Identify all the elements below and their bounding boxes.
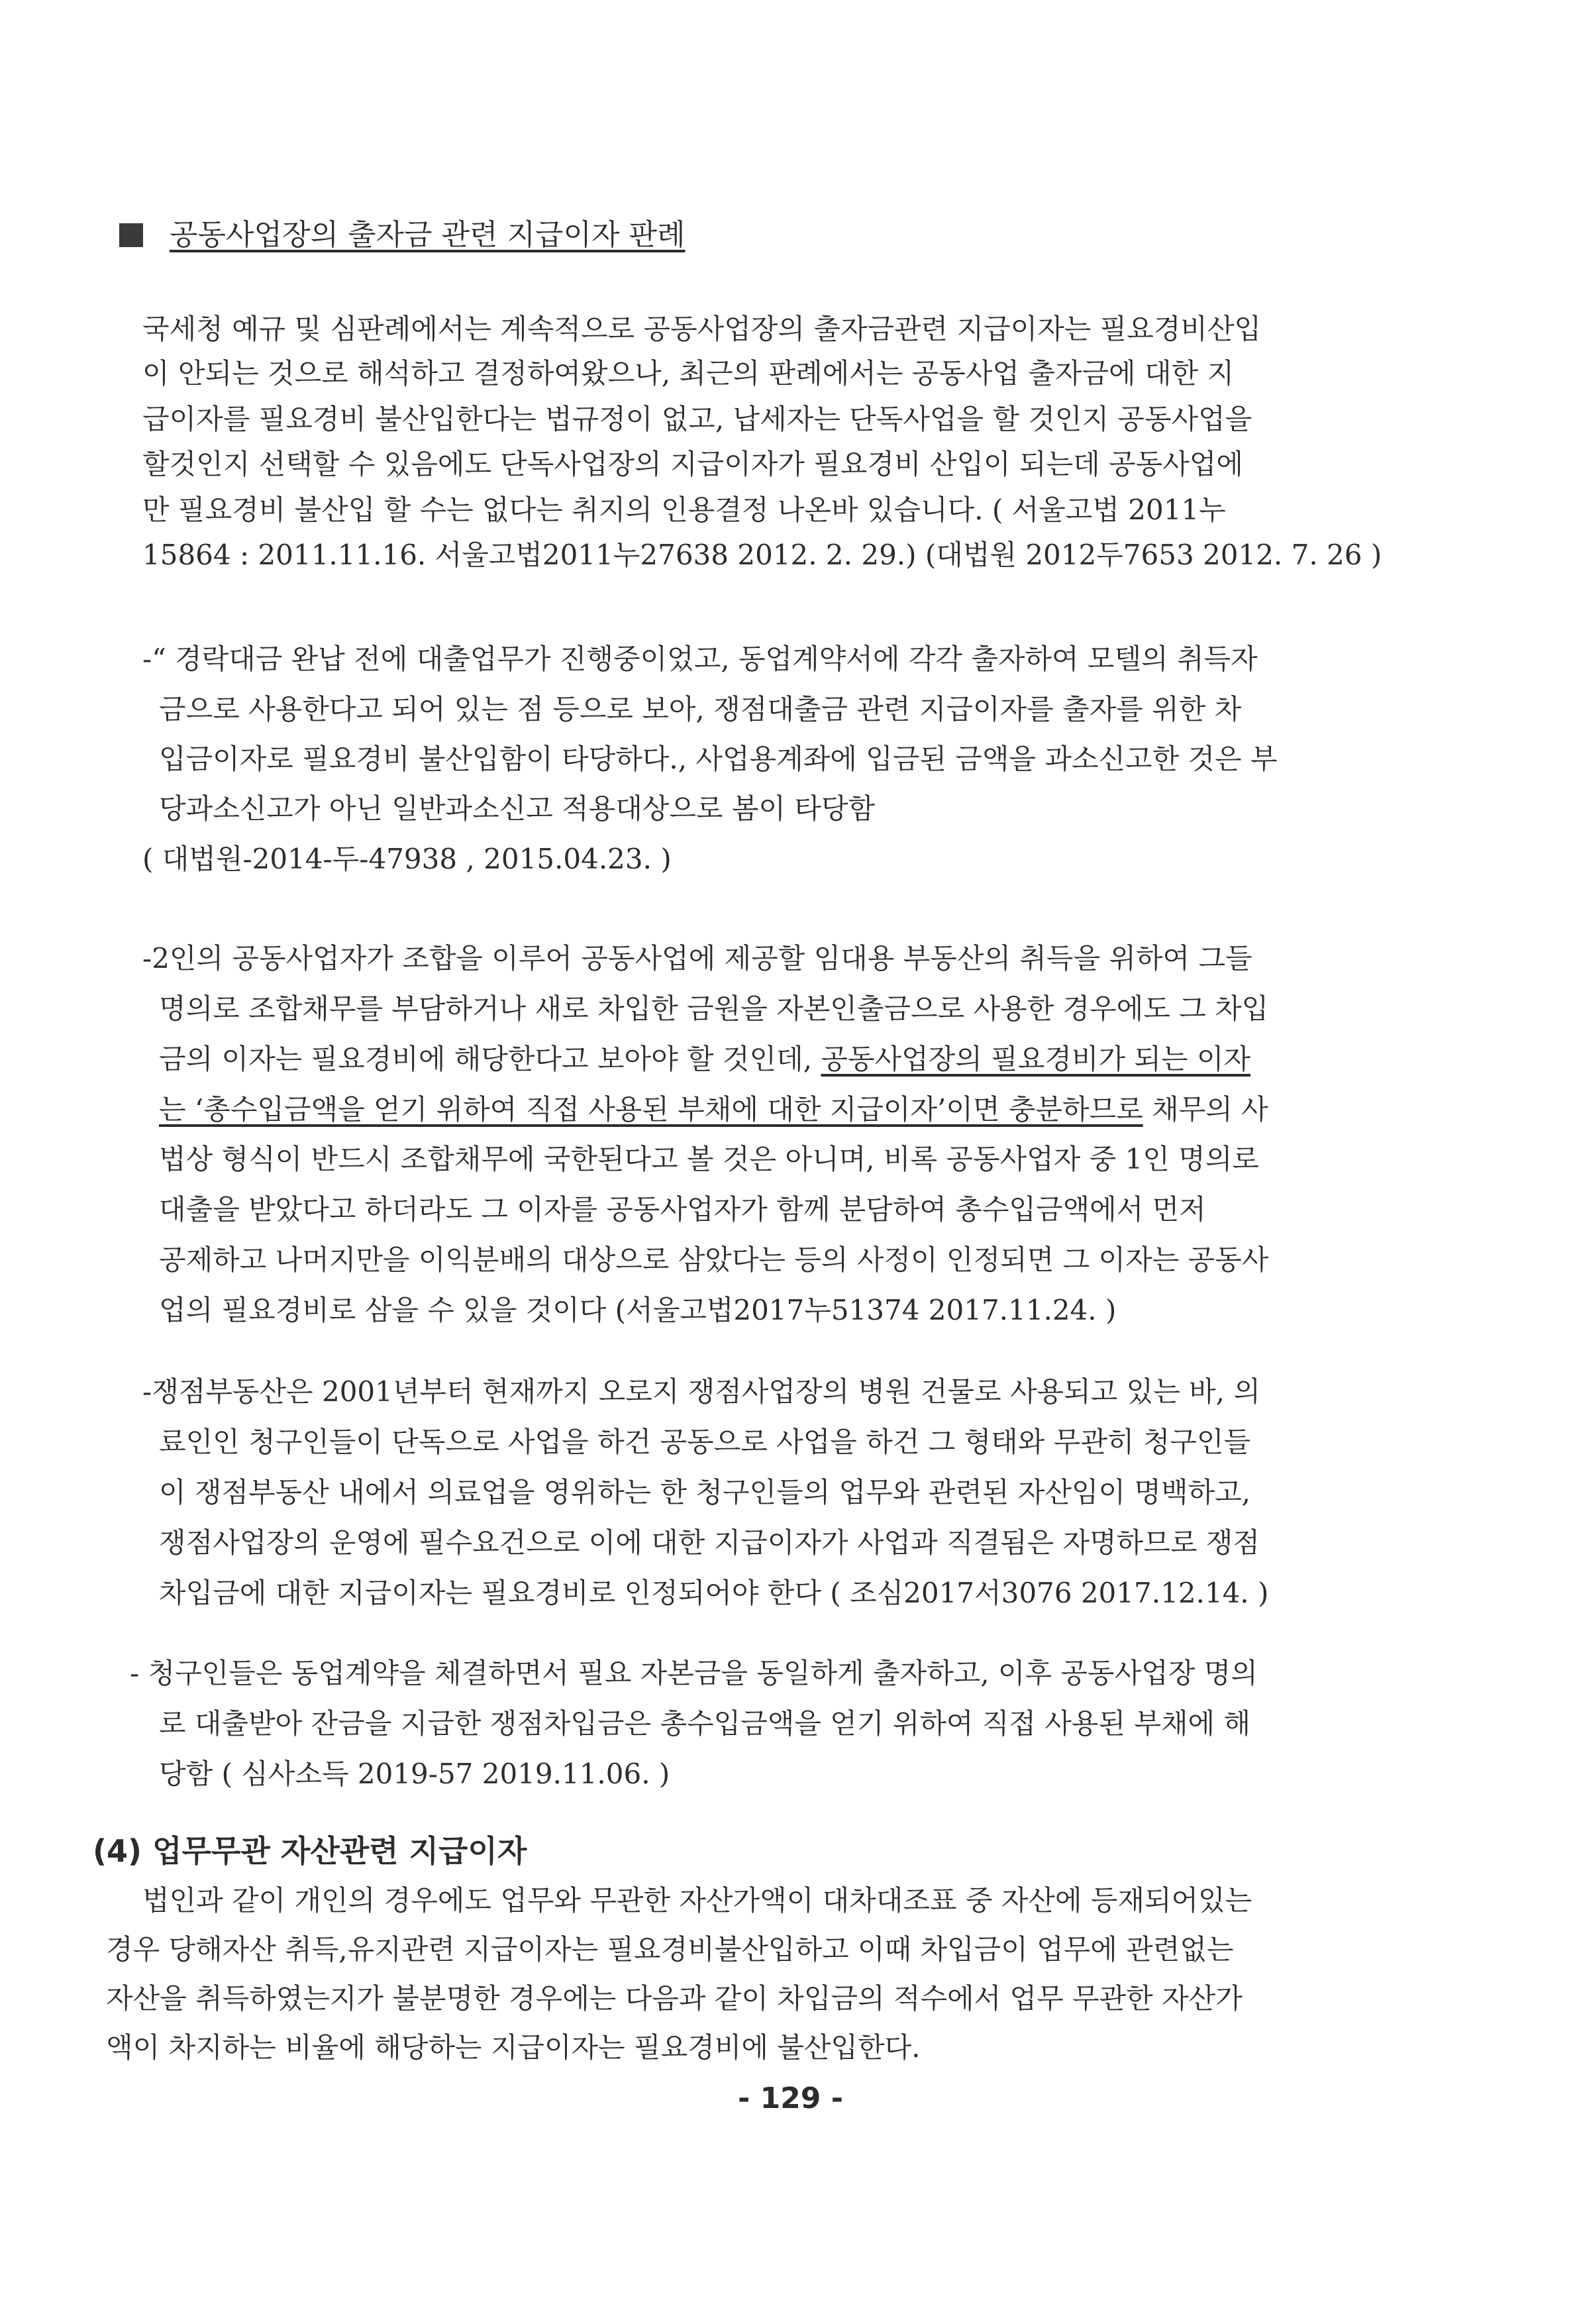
case2-line: 공제하고 나머지만을 이익분배의 대상으로 삼았다는 등의 사정이 인정되면 그 이자는 공동사	[159, 1243, 1269, 1276]
case1-citation: ( 대법원-2014-두-47938 , 2015.04.23. )	[142, 843, 672, 875]
case2-underlined-phrase: 는 ‘총수입금액을 얻기 위하여 직접 사용된 부채에 대한 지급이자’이면 충분하므로	[159, 1093, 1143, 1126]
intro-line: 만 필요경비 불산입 할 수는 없다는 취지의 인용결정 나온바 있습니다. ( 서울고법 2011누	[142, 494, 1226, 526]
case1-line: 금으로 사용한다고 되어 있는 점 등으로 보아, 쟁점대출금 관련 지급이자를 출자를 위한 차	[159, 693, 1242, 725]
section-4-line: 법인과 같이 개인의 경우에도 업무와 무관한 자산가액이 대차대조표 중 자산에 등재되어있는	[142, 1884, 1252, 1917]
section-4-title: (4) 업무무관 자산관련 지급이자	[93, 1833, 527, 1869]
section-4-line: 경우 당해자산 취득,유지관련 지급이자는 필요경비불산입하고 이때 차입금이 업무에 관련없는	[106, 1933, 1234, 1966]
section-heading	[119, 215, 686, 255]
case2-line: -2인의 공동사업자가 조합을 이루어 공동사업에 제공할 임대용 부동산의 취득을 위하여 그들	[142, 942, 1252, 975]
case2-line: 법상 형식이 반드시 조합채무에 국한된다고 볼 것은 아니며, 비록 공동사업자 중 1인 명의로	[159, 1143, 1259, 1175]
case1-line: 당과소신고가 아닌 일반과소신고 적용대상으로 봄이 타당함	[159, 792, 876, 825]
case4-line: 로 대출받아 잔금을 지급한 쟁점차입금은 총수입금액을 얻기 위하여 직접 사용된 부채에 해	[159, 1707, 1251, 1740]
case3-line: 료인인 청구인들이 단독으로 사업을 하건 공동으로 사업을 하건 그 형태와 무관히 청구인들	[159, 1426, 1251, 1458]
case1-line: -“ 경락대금 완납 전에 대출업무가 진행중이었고, 동업계약서에 각각 출자하여 모텔의 취득자	[142, 643, 1258, 675]
case2-underlined-phrase: 공동사업장의 필요경비가 되는 이자	[821, 1043, 1251, 1075]
case4-line: 당함 ( 심사소득 2019-57 2019.11.06. )	[159, 1758, 670, 1790]
case2-line: 업의 필요경비로 삼을 수 있을 것이다 (서울고법2017누51374 2017.11.24. )	[159, 1294, 1117, 1326]
case4-line: - 청구인들은 동업계약을 체결하면서 필요 자본금을 동일하게 출자하고, 이후 공동사업장 명의	[130, 1657, 1258, 1689]
intro-line: 할것인지 선택할 수 있음에도 단독사업장의 지급이자가 필요경비 산입이 되는데 공동사업에	[142, 448, 1243, 480]
intro-line: 급이자를 필요경비 불산입한다는 법규정이 없고, 납세자는 단독사업을 할 것인지 공동사업을	[142, 403, 1252, 435]
case2-line	[159, 1040, 1250, 1079]
case3-line: 이 쟁점부동산 내에서 의료업을 영위하는 한 청구인들의 업무와 관련된 자산임이 명백하고,	[159, 1476, 1251, 1508]
case2-line4-plain: 채무의 사	[1143, 1093, 1268, 1126]
intro-line: 이 안되는 것으로 해석하고 결정하여왔으나, 최근의 판례에서는 공동사업 출자금에 대한 지	[142, 357, 1235, 390]
square-bullet-icon	[119, 223, 143, 247]
section-heading-text: 공동사업장의 출자금 관련 지급이자 판례	[170, 218, 686, 252]
case2-line3-plain: 금의 이자는 필요경비에 해당한다고 보아야 할 것인데,	[159, 1043, 821, 1075]
case2-line: 대출을 받았다고 하더라도 그 이자를 공동사업자가 함께 분담하여 총수입금액에서 먼저	[159, 1193, 1206, 1226]
intro-line: 15864 : 2011.11.16. 서울고법2011누27638 2012. 2. 29.) (대법원 2012두7653 2012. 7. 26 )	[142, 539, 1382, 571]
case1-line: 입금이자로 필요경비 불산입함이 타당하다., 사업용계좌에 입금된 금액을 과소신고한 것은 부	[159, 743, 1278, 775]
section-4-line: 자산을 취득하였는지가 불분명한 경우에는 다음과 같이 차입금의 적수에서 업무 무관한 자산가	[106, 1982, 1243, 2015]
intro-line: 국세청 예규 및 심판례에서는 계속적으로 공동사업장의 출자금관련 지급이자는 필요경비산입	[142, 313, 1262, 345]
case2-line: 명의로 조합채무를 부담하거나 새로 차입한 금원을 자본인출금으로 사용한 경우에도 그 차입	[159, 992, 1269, 1025]
section-4-line: 액이 차지하는 비율에 해당하는 지급이자는 필요경비에 불산입한다.	[106, 2031, 921, 2064]
case3-line: 쟁점사업장의 운영에 필수요건으로 이에 대한 지급이자가 사업과 직결됨은 자명하므로 쟁점	[159, 1526, 1260, 1559]
case2-line	[159, 1090, 1268, 1129]
page-number: - 129 -	[737, 2082, 843, 2115]
case3-line: -쟁점부동산은 2001년부터 현재까지 오로지 쟁점사업장의 병원 건물로 사용되고 있는 바, 의	[142, 1375, 1260, 1408]
case3-line: 차입금에 대한 지급이자는 필요경비로 인정되어야 한다 ( 조심2017서3076 2017.12.14. )	[159, 1577, 1269, 1609]
